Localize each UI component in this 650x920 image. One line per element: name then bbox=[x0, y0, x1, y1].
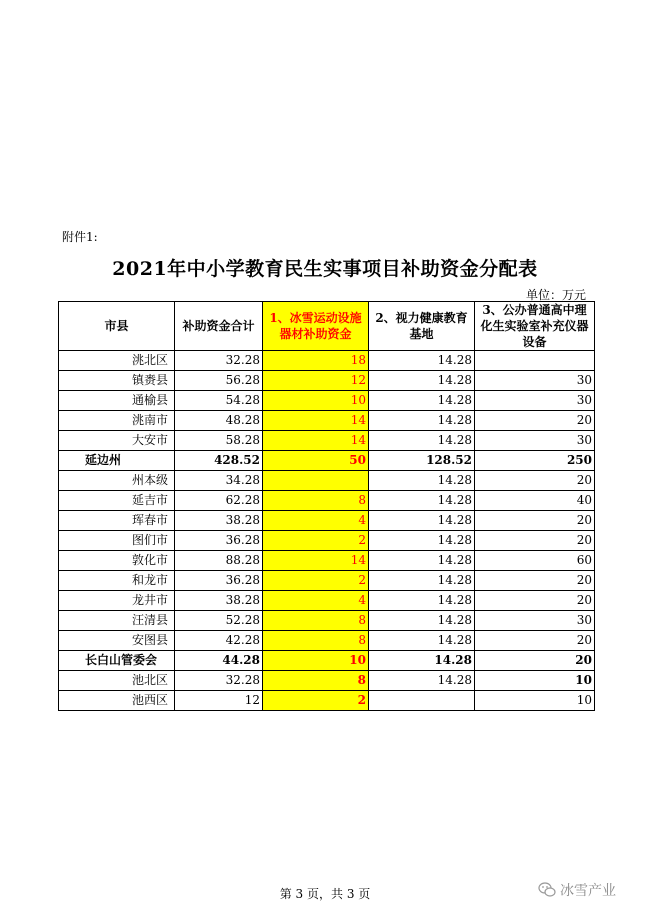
vision-cell: 14.28 bbox=[369, 351, 475, 371]
county-cell: 珲春市 bbox=[59, 511, 175, 531]
total-cell: 36.28 bbox=[175, 531, 263, 551]
table-row bbox=[59, 691, 595, 711]
county-cell: 汪清县 bbox=[59, 611, 175, 631]
table-row bbox=[59, 431, 595, 451]
lab-cell: 30 bbox=[475, 371, 595, 391]
vision-cell: 128.52 bbox=[369, 451, 475, 471]
ice-snow-cell: 2 bbox=[263, 531, 369, 551]
lab-cell: 30 bbox=[475, 391, 595, 411]
lab-cell bbox=[475, 351, 595, 371]
unit-label: 单位：万元 bbox=[525, 288, 586, 302]
table-row bbox=[59, 571, 595, 591]
ice-snow-cell: 8 bbox=[263, 491, 369, 511]
total-cell: 12 bbox=[175, 691, 263, 711]
lab-cell: 60 bbox=[475, 551, 595, 571]
county-cell: 和龙市 bbox=[59, 571, 175, 591]
county-cell: 延吉市 bbox=[59, 491, 175, 511]
vision-cell: 14.28 bbox=[369, 491, 475, 511]
page-title: 2021年中小学教育民生实事项目补助资金分配表 bbox=[112, 258, 538, 280]
col-header-total: 补助资金合计 bbox=[175, 302, 263, 351]
vision-cell: 14.28 bbox=[369, 671, 475, 691]
county-cell: 州本级 bbox=[59, 471, 175, 491]
table-row bbox=[59, 511, 595, 531]
page-footer: 第 3 页，共 3 页 bbox=[279, 887, 371, 901]
county-cell: 洮南市 bbox=[59, 411, 175, 431]
total-cell: 42.28 bbox=[175, 631, 263, 651]
table-row bbox=[59, 491, 595, 511]
county-cell: 通榆县 bbox=[59, 391, 175, 411]
total-cell: 32.28 bbox=[175, 671, 263, 691]
total-cell: 58.28 bbox=[175, 431, 263, 451]
ice-snow-cell: 18 bbox=[263, 351, 369, 371]
lab-cell: 20 bbox=[475, 651, 595, 671]
ice-snow-cell: 10 bbox=[263, 391, 369, 411]
table-row bbox=[59, 471, 595, 491]
county-cell: 洮北区 bbox=[59, 351, 175, 371]
table-row bbox=[59, 671, 595, 691]
table-row bbox=[59, 591, 595, 611]
table-header-row bbox=[59, 302, 595, 351]
lab-cell: 40 bbox=[475, 491, 595, 511]
ice-snow-cell: 8 bbox=[263, 631, 369, 651]
table-row bbox=[59, 651, 595, 671]
table-row bbox=[59, 531, 595, 551]
ice-snow-cell: 14 bbox=[263, 411, 369, 431]
table-row bbox=[59, 411, 595, 431]
ice-snow-cell: 8 bbox=[263, 671, 369, 691]
total-cell: 34.28 bbox=[175, 471, 263, 491]
ice-snow-cell: 4 bbox=[263, 511, 369, 531]
vision-cell: 14.28 bbox=[369, 551, 475, 571]
county-cell: 镇赉县 bbox=[59, 371, 175, 391]
table-row bbox=[59, 611, 595, 631]
col-header-ice-snow: 1、冰雪运动设施器材补助资金 bbox=[263, 302, 369, 351]
attachment-label: 附件1: bbox=[62, 230, 98, 244]
table-row bbox=[59, 631, 595, 651]
vision-cell: 14.28 bbox=[369, 651, 475, 671]
total-cell: 56.28 bbox=[175, 371, 263, 391]
lab-cell: 30 bbox=[475, 611, 595, 631]
col-header-vision: 2、视力健康教育基地 bbox=[369, 302, 475, 351]
total-cell: 88.28 bbox=[175, 551, 263, 571]
total-cell: 36.28 bbox=[175, 571, 263, 591]
county-cell: 池北区 bbox=[59, 671, 175, 691]
vision-cell: 14.28 bbox=[369, 411, 475, 431]
lab-cell: 20 bbox=[475, 571, 595, 591]
col-header-lab: 3、公办普通高中理化生实验室补充仪器设备 bbox=[475, 302, 595, 351]
lab-cell: 20 bbox=[475, 531, 595, 551]
vision-cell: 14.28 bbox=[369, 431, 475, 451]
ice-snow-cell: 14 bbox=[263, 431, 369, 451]
vision-cell: 14.28 bbox=[369, 611, 475, 631]
table-row bbox=[59, 371, 595, 391]
county-cell: 大安市 bbox=[59, 431, 175, 451]
total-cell: 62.28 bbox=[175, 491, 263, 511]
vision-cell: 14.28 bbox=[369, 571, 475, 591]
county-cell: 安图县 bbox=[59, 631, 175, 651]
ice-snow-cell: 12 bbox=[263, 371, 369, 391]
vision-cell: 14.28 bbox=[369, 371, 475, 391]
ice-snow-cell: 8 bbox=[263, 611, 369, 631]
county-cell: 图们市 bbox=[59, 531, 175, 551]
lab-cell: 20 bbox=[475, 411, 595, 431]
lab-cell: 250 bbox=[475, 451, 595, 471]
brand-name: 冰雪产业 bbox=[560, 883, 616, 899]
brand-watermark bbox=[538, 880, 616, 900]
lab-cell: 10 bbox=[475, 691, 595, 711]
county-cell: 延边州 bbox=[59, 451, 175, 471]
lab-cell: 20 bbox=[475, 511, 595, 531]
ice-snow-cell: 4 bbox=[263, 591, 369, 611]
allocation-table bbox=[58, 301, 595, 711]
county-cell: 敦化市 bbox=[59, 551, 175, 571]
ice-snow-cell: 50 bbox=[263, 451, 369, 471]
vision-cell: 14.28 bbox=[369, 511, 475, 531]
table-row bbox=[59, 391, 595, 411]
col-header-county: 市县 bbox=[59, 302, 175, 351]
wechat-icon bbox=[538, 882, 556, 898]
county-cell: 长白山管委会 bbox=[59, 651, 175, 671]
table-row bbox=[59, 551, 595, 571]
ice-snow-cell: 10 bbox=[263, 651, 369, 671]
table-body bbox=[59, 351, 595, 711]
total-cell: 54.28 bbox=[175, 391, 263, 411]
ice-snow-cell: 14 bbox=[263, 551, 369, 571]
vision-cell: 14.28 bbox=[369, 531, 475, 551]
ice-snow-cell bbox=[263, 471, 369, 491]
table-row bbox=[59, 451, 595, 471]
total-cell: 428.52 bbox=[175, 451, 263, 471]
total-cell: 44.28 bbox=[175, 651, 263, 671]
total-cell: 38.28 bbox=[175, 591, 263, 611]
vision-cell: 14.28 bbox=[369, 471, 475, 491]
total-cell: 52.28 bbox=[175, 611, 263, 631]
ice-snow-cell: 2 bbox=[263, 691, 369, 711]
county-cell: 龙井市 bbox=[59, 591, 175, 611]
vision-cell bbox=[369, 691, 475, 711]
lab-cell: 10 bbox=[475, 671, 595, 691]
lab-cell: 30 bbox=[475, 431, 595, 451]
vision-cell: 14.28 bbox=[369, 631, 475, 651]
total-cell: 48.28 bbox=[175, 411, 263, 431]
lab-cell: 20 bbox=[475, 591, 595, 611]
county-cell: 池西区 bbox=[59, 691, 175, 711]
total-cell: 38.28 bbox=[175, 511, 263, 531]
lab-cell: 20 bbox=[475, 471, 595, 491]
lab-cell: 20 bbox=[475, 631, 595, 651]
ice-snow-cell: 2 bbox=[263, 571, 369, 591]
table-row bbox=[59, 351, 595, 371]
vision-cell: 14.28 bbox=[369, 391, 475, 411]
total-cell: 32.28 bbox=[175, 351, 263, 371]
vision-cell: 14.28 bbox=[369, 591, 475, 611]
